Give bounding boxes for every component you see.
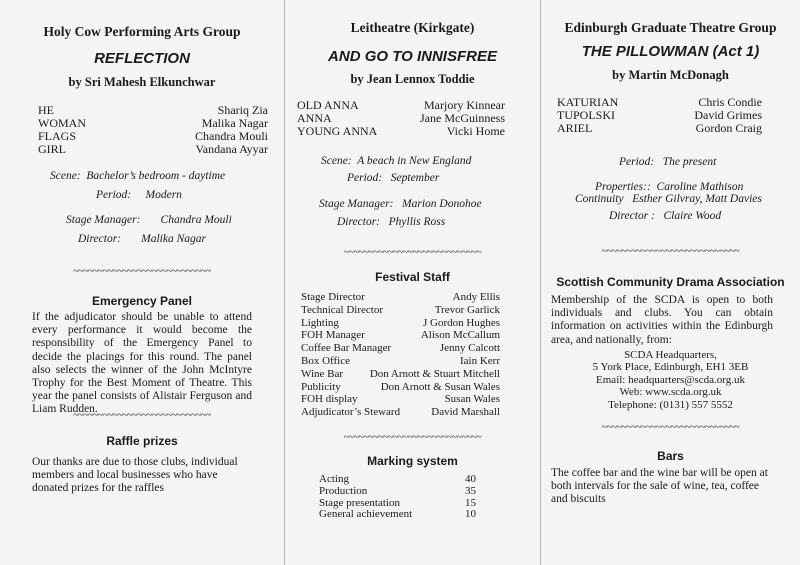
staff-role: FOH display [301, 393, 358, 406]
staff-name: J Gordon Hughes [423, 316, 500, 329]
group-name: Edinburgh Graduate Theatre Group [564, 20, 777, 35]
play-author: by Jean Lennox Toddie [350, 72, 475, 86]
period-value: Modern [145, 189, 182, 201]
staff-name: David Marshall [431, 406, 500, 419]
staff-role: FOH Manager [301, 329, 365, 342]
period-line [619, 156, 716, 168]
director-value: Claire Wood [663, 210, 722, 222]
separator: ~~~~~~~~~~~~~~~~~~~~~~~~~~~~ [601, 422, 740, 433]
staff-name: Don Arnott & Susan Wales [380, 380, 500, 393]
cast-actor: Malika Nagar [201, 116, 268, 130]
staff-role: Box Office [301, 354, 350, 367]
director-label: Director: [78, 233, 122, 245]
director-value: Phyllis Ross [388, 216, 446, 228]
staff-role: Publicity [301, 380, 341, 393]
scene-value: A beach in New England [357, 155, 472, 167]
staff-name: Alison McCallum [420, 329, 500, 342]
cast-role: ARIEL [557, 121, 593, 135]
scene-label: Scene: [50, 170, 81, 182]
scda-address [541, 349, 800, 411]
address-line: Web: www.scda.org.uk [619, 386, 722, 399]
scda-heading: Scottish Community Drama Association [556, 275, 785, 289]
bars-text: The coffee bar and the wine bar will be open at both intervals for the sale of wine, tea, coffee and biscuits [551, 467, 768, 506]
cast-role: TUPOLSKI [557, 108, 616, 122]
staff-name: Don Arnott & Stuart Mitchell [369, 367, 500, 380]
staff-name: Iain Kerr [459, 354, 500, 367]
scene-label: Scene: [321, 155, 352, 167]
stage-manager-line [66, 214, 232, 226]
emergency-panel-heading: Emergency Panel [91, 294, 193, 308]
director-line [609, 210, 721, 222]
play-title: THE PILLOWMAN (Act 1) [581, 43, 760, 60]
cast-actors [140, 104, 268, 156]
cast-roles [297, 99, 377, 138]
staff-name: Susan Wales [444, 393, 500, 406]
separator: ~~~~~~~~~~~~~~~~~~~~~~~~~~~~ [601, 246, 740, 257]
bars-heading: Bars [657, 449, 684, 463]
cast-role: GIRL [38, 142, 66, 156]
marking-points-value: 10 [465, 508, 476, 521]
marking-points-value: 35 [465, 484, 476, 497]
period-line [96, 189, 182, 201]
programme-column-reflection [0, 0, 284, 565]
staff-role: Stage Director [301, 291, 365, 303]
marking-item: Acting [319, 473, 349, 485]
cast-actor: Marjory Kinnear [424, 98, 505, 112]
continuity-label: Continuity [575, 193, 624, 205]
marking-points-value: 15 [465, 496, 476, 509]
group-name: Leitheatre (Kirkgate) [350, 20, 475, 35]
stage-manager-value: Chandra Mouli [160, 214, 232, 226]
cast-role: FLAGS [38, 129, 77, 143]
properties-line [595, 181, 743, 193]
play-title: AND GO TO INNISFREE [328, 48, 497, 65]
play-author: by Martin McDonagh [612, 68, 729, 82]
scene-line [321, 155, 471, 167]
properties-value: Caroline Mathison [656, 181, 744, 193]
period-value: The present [662, 156, 717, 168]
marking-item: General achievement [319, 508, 413, 521]
staff-name: Andy Ellis [452, 291, 500, 303]
staff-role: Lighting [301, 316, 339, 329]
director-value: Malika Nagar [141, 233, 206, 245]
cast-role: HE [38, 103, 54, 117]
scene-line [50, 170, 225, 182]
period-line [347, 172, 439, 184]
separator: ~~~~~~~~~~~~~~~~~~~~~~~~~~~~ [343, 432, 482, 443]
cast-role: ANNA [297, 111, 332, 125]
play-author: by Sri Mahesh Elkunchwar [68, 75, 216, 89]
group-name: Holy Cow Performing Arts Group [43, 24, 241, 39]
director-line [337, 216, 445, 228]
director-label: Director: [337, 216, 381, 228]
address-line: Telephone: (0131) 557 5552 [608, 398, 733, 411]
marking-items [319, 474, 412, 521]
marking-item: Stage presentation [319, 496, 400, 509]
programme-column-innisfree [285, 0, 540, 565]
marking-system-heading: Marking system [367, 454, 458, 468]
continuity-line [575, 193, 762, 205]
cast-actor: Gordon Craig [695, 121, 762, 135]
scene-value: Bachelor’s bedroom - daytime [86, 170, 226, 182]
festival-staff-heading: Festival Staff [375, 270, 450, 284]
cast-actor: Chris Condie [698, 95, 762, 109]
period-label: Period: [96, 189, 132, 201]
period-label: Period: [347, 172, 383, 184]
cast-actors [395, 99, 505, 138]
programme-column-pillowman [541, 0, 800, 565]
cast-actor: Vicki Home [446, 124, 505, 138]
continuity-value: Esther Gilvray, Matt Davies [632, 193, 762, 205]
staff-role: Coffee Bar Manager [301, 342, 392, 355]
cast-role: WOMAN [38, 116, 86, 130]
address-line: 5 York Place, Edinburgh, EH1 3EB [592, 361, 749, 374]
cast-actors [651, 96, 762, 135]
cast-role: KATURIAN [557, 95, 619, 109]
cast-actor: Jane McGuinness [420, 111, 505, 125]
staff-role: Wine Bar [301, 367, 344, 380]
period-value: September [390, 172, 440, 184]
cast-actor: David Grimes [694, 108, 762, 122]
stage-manager-line [319, 198, 482, 210]
cast-actor: Vandana Ayyar [195, 142, 268, 156]
stage-manager-label: Stage Manager: [66, 214, 141, 226]
staff-name: Jenny Calcott [439, 342, 500, 355]
separator: ~~~~~~~~~~~~~~~~~~~~~~~~~~~~ [343, 247, 482, 258]
cast-role: OLD ANNA [297, 98, 359, 112]
stage-manager-value: Marion Donohoe [402, 198, 482, 210]
emergency-panel-text: If the adjudicator should be unable to attend every performance it would become the responsibility of the Emergency Panel to decide the placings for this round. The panel also selects the winner of the John McIntyre Trophy for the Best Moment of Theatre. This year the panel consists of Alistair Ferguson and Liam Rudden. [32, 311, 252, 416]
marking-points [465, 474, 476, 521]
director-line [78, 233, 206, 245]
staff-name: Trevor Garlick [434, 303, 500, 316]
staff-names [355, 291, 500, 419]
cast-actor: Shariq Zia [217, 103, 268, 117]
director-label: Director : [609, 210, 655, 222]
play-title: REFLECTION [94, 50, 190, 67]
separator: ~~~~~~~~~~~~~~~~~~~~~~~~~~~~ [73, 410, 211, 421]
period-label: Period: [619, 156, 655, 168]
cast-roles [557, 96, 618, 135]
raffle-prizes-heading: Raffle prizes [106, 434, 178, 448]
cast-actor: Chandra Mouli [195, 129, 268, 143]
staff-role: Technical Director [301, 303, 383, 316]
cast-roles [38, 104, 86, 156]
marking-points-value: 40 [465, 473, 476, 485]
separator: ~~~~~~~~~~~~~~~~~~~~~~~~~~~~ [73, 266, 211, 277]
stage-manager-label: Stage Manager: [319, 198, 394, 210]
staff-role: Adjudicator’s Steward [301, 406, 401, 419]
marking-item: Production [319, 484, 368, 497]
cast-role: YOUNG ANNA [297, 124, 378, 138]
address-line: Email: headquarters@scda.org.uk [596, 373, 745, 386]
address-line: SCDA Headquarters, [624, 349, 717, 361]
raffle-prizes-text: Our thanks are due to those clubs, individual members and local businesses who have donated prizes for the raffles [32, 456, 238, 495]
scda-text: Membership of the SCDA is open to both individuals and clubs. You can obtain information on activities within the Edinburgh area, and nationally, from: [551, 294, 773, 346]
properties-label: Properties:: [595, 181, 651, 193]
